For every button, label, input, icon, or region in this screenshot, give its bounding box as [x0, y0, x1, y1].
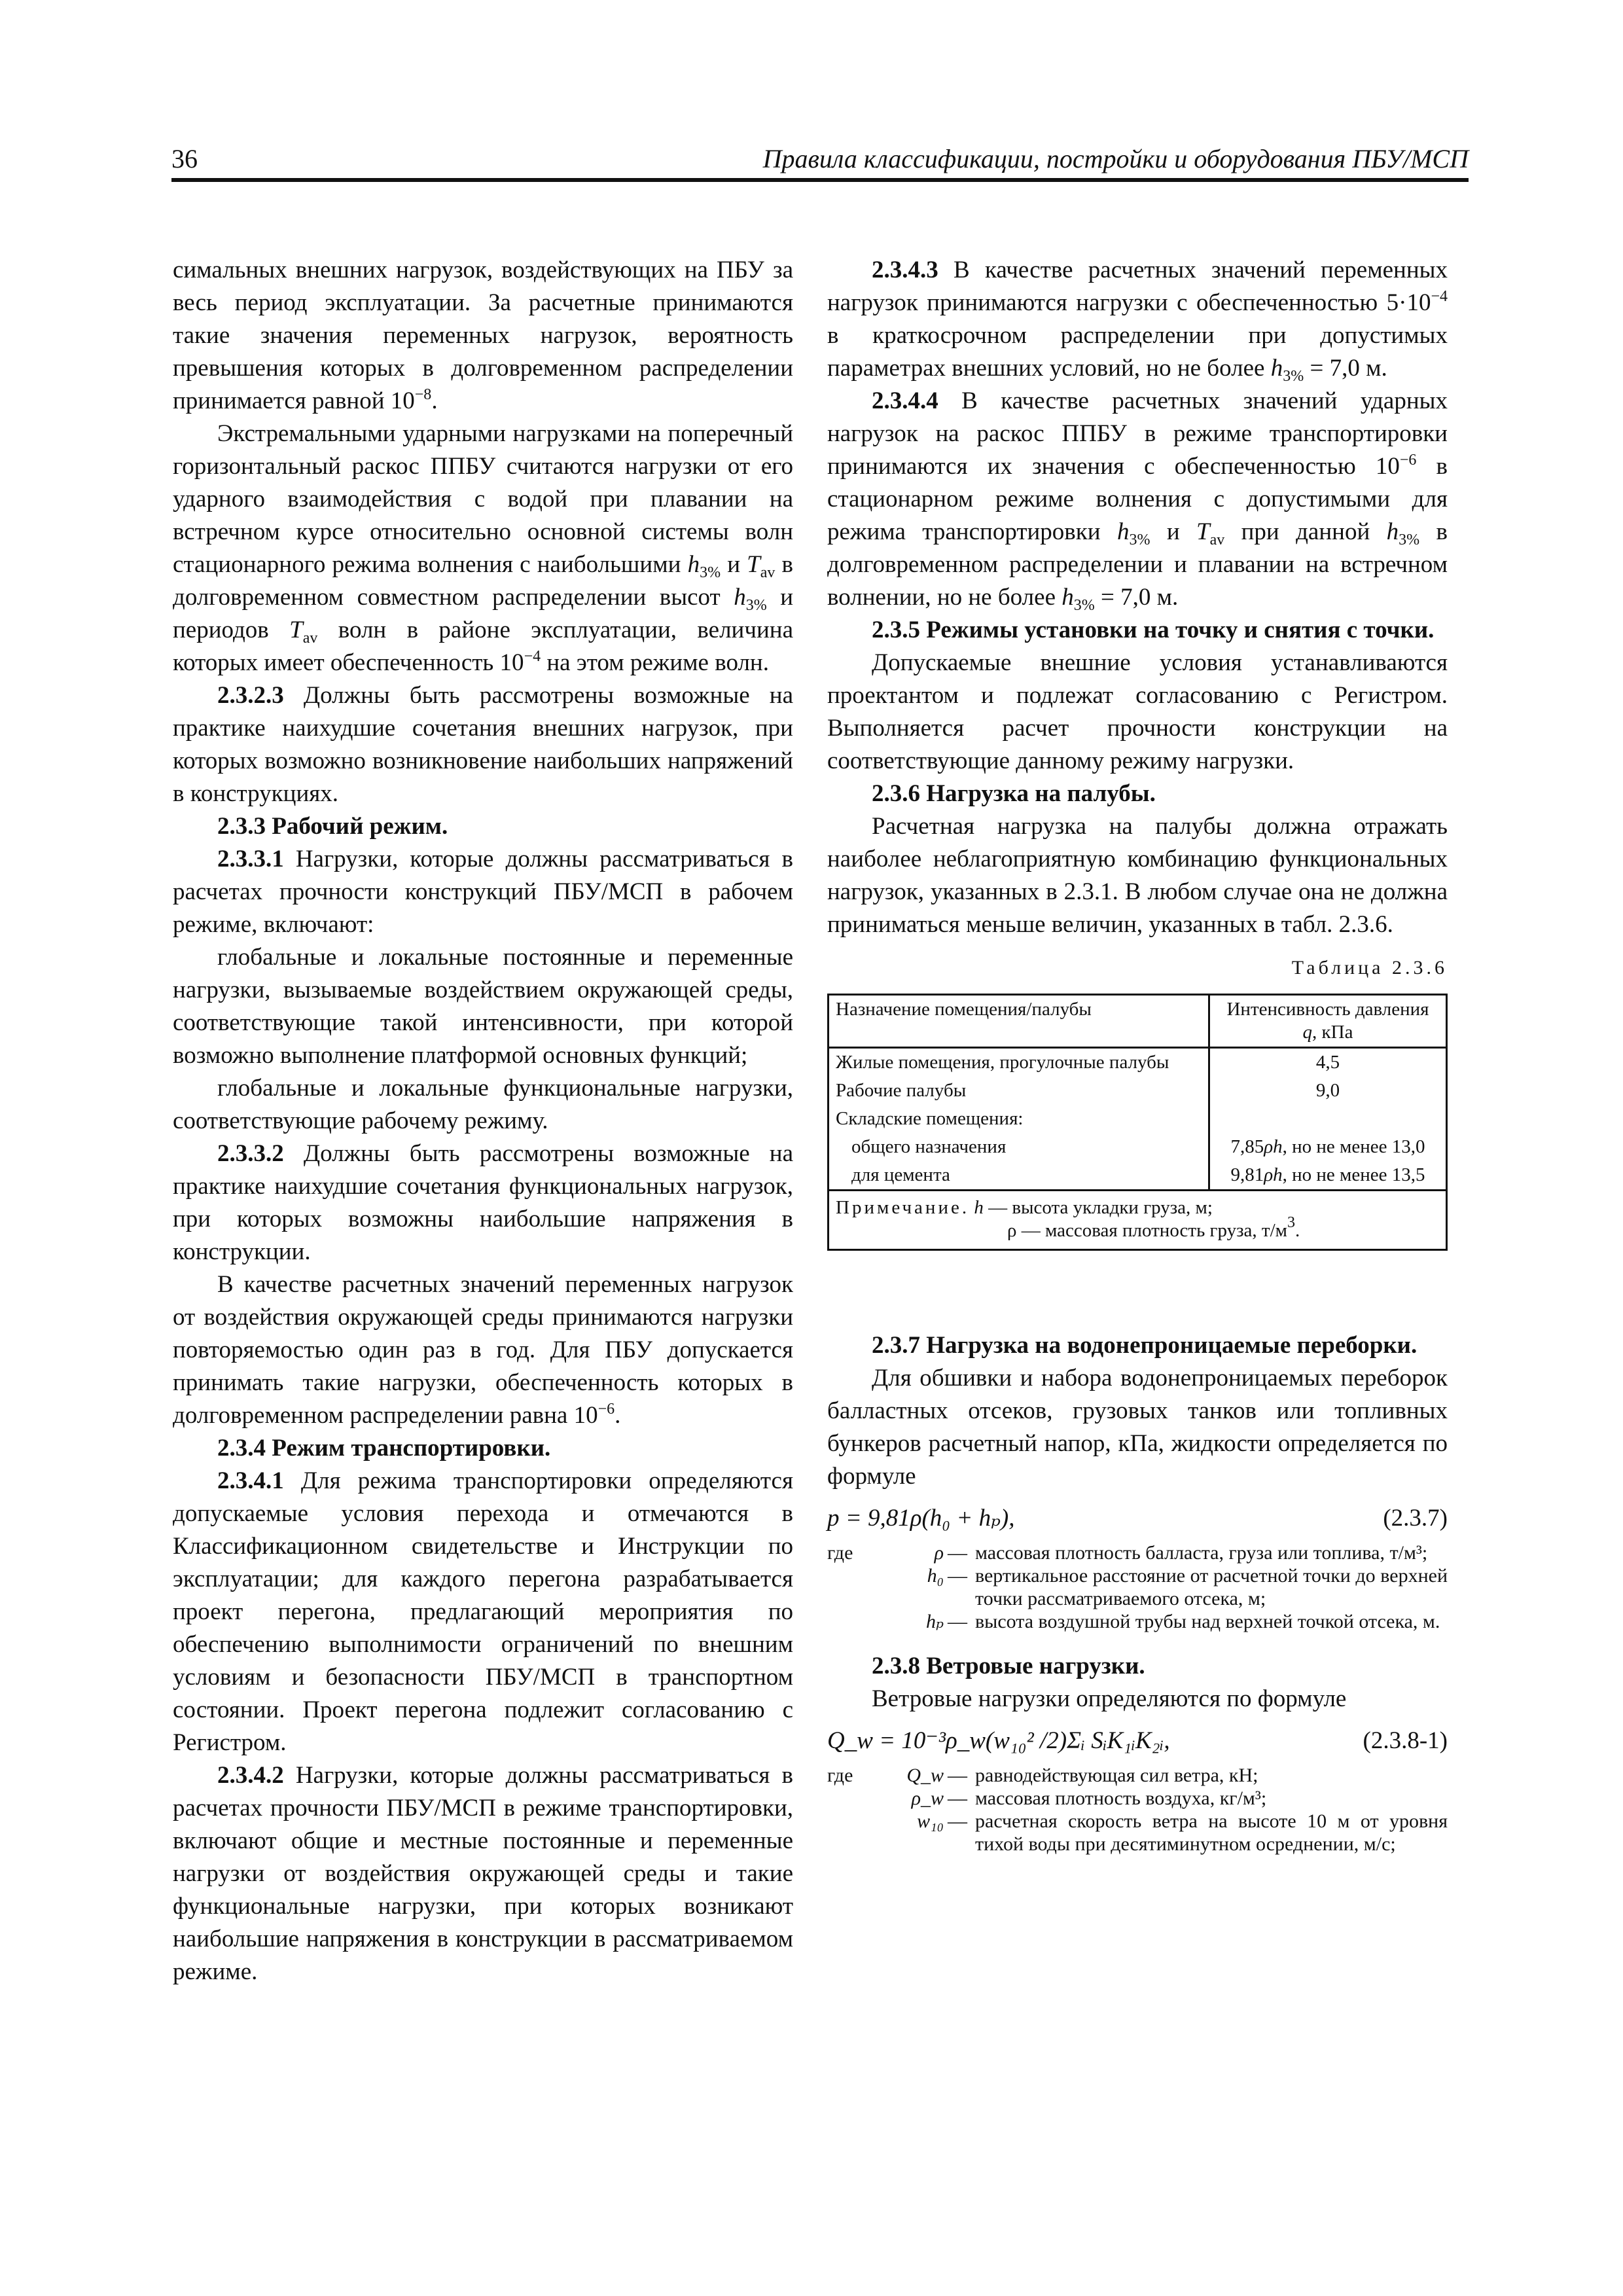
paragraph: 2.3.3.1 Нагрузки, которые должны рассматриваться в расчетах прочности конструкций ПБУ/МСП в рабочем режиме, включают: [173, 846, 793, 938]
section-heading: 2.3.8 Ветровые нагрузки. [872, 1653, 1145, 1679]
section-heading: 2.3.3 Рабочий режим. [217, 813, 448, 840]
paragraph: глобальные и локальные функциональные нагрузки, соответствующие рабочему режиму. [173, 1075, 793, 1134]
table-row: для цемента 9,81ρh, но не менее 13,5 [829, 1161, 1447, 1191]
table-caption: Таблица 2.3.6 [1291, 957, 1448, 978]
table-row: Жилые помещения, прогулочные палубы 4,5 [829, 1048, 1447, 1077]
table-row: общего назначения 7,85ρh, но не менее 13,0 [829, 1133, 1447, 1161]
paragraph: симальных внешних нагрузок, воздействующих на ПБУ за весь период эксплуатации. За расчетные принимаются такие значения переменных нагрузок, вероятность превышения которых в долговременном распределении принимается равной $10^{-8}$. [173, 257, 793, 414]
formula-legend: где Q_w — равнодействующая сил ветра, кН; ρ_w — массовая плотность воздуха, кг/м³; w₁₀ — расчетная скорость ветра на высоте 10 м от уровня тихой воды при десятиминутном осреднении, м/с; [827, 1765, 1448, 1855]
page-number: 36 [171, 144, 198, 173]
formula-2-3-7: p = 9,81ρ(h₀ + hₚ), (2.3.7) [827, 1502, 1448, 1535]
running-title: Правила классификации, постройки и оборудования ПБУ/МСП [762, 144, 1469, 173]
paragraph: Ветровые нагрузки определяются по формуле [872, 1685, 1347, 1712]
table-header-cell: Назначение помещения/палубы [829, 995, 1209, 1048]
paragraph: Для обшивки и набора водонепроницаемых переборок балластных отсеков, грузовых танков или топливных бункеров расчетный напор, кПа, жидкости определяется по формуле [827, 1365, 1448, 1490]
paragraph: Допускаемые внешние условия устанавливаются проектантом и подлежат согласованию с Регистром. Выполняется расчет прочности конструкции на соответствующие данному режиму нагрузки. [827, 649, 1448, 774]
paragraph: глобальные и локальные постоянные и переменные нагрузки, вызываемые воздействием окружающей среды, соответствующие такой интенсивности, при которой возможно выполнение платформой основных функций; [173, 944, 793, 1069]
equation-number: (2.3.7) [1383, 1505, 1448, 1532]
table-row: Рабочие палубы 9,0 [829, 1077, 1447, 1105]
equation-number: (2.3.8-1) [1363, 1727, 1448, 1754]
section-heading: 2.3.7 Нагрузка на водонепроницаемые переборки. [872, 1332, 1418, 1359]
paragraph: Расчетная нагрузка на палубы должна отражать наиболее неблагоприятную комбинацию функциональных нагрузок, указанных в 2.3.1. В любом случае она не должна приниматься меньше величин, указанных в табл. 2.3.6. [827, 813, 1448, 938]
paragraph: Экстремальными ударными нагрузками на поперечный горизонтальный раскос ППБУ считаются нагрузки от его ударного взаимодействия с водой при плавании на встречном курсе относительно основной системы волн стационарного режима волнения с наибольшими $h_{3\%}$ и $T_{av}$ в долговременном совместном распределении высот $h_{3\%}$ и периодов $T_{av}$ волн в районе эксплуатации, величина которых имеет обеспеченность $10^{-4}$ на этом режиме волн. [173, 420, 793, 676]
right-column [827, 254, 1448, 1873]
paragraph: 2.3.4.2 Нагрузки, которые должны рассматриваться в расчетах прочности ПБУ/МСП в режиме транспортировки, включают общие и местные постоянные и переменные нагрузки от воздействия окружающей среды и такие функциональные нагрузки, при которых возникают наибольшие напряжения в конструкции в рассматриваемом режиме. [173, 1762, 793, 1985]
section-heading: 2.3.5 Режимы установки на точку и снятия с точки. [872, 617, 1435, 643]
table-row: Складские помещения: [829, 1105, 1447, 1133]
paragraph: 2.3.4.3 В качестве расчетных значений переменных нагрузок принимаются нагрузки с обеспеченностью $5\cdot 10^{-4}$ в краткосрочном распределении при допустимых параметрах внешних условий, но не более $h_{3\%} = 7,0$ м. [827, 257, 1448, 385]
formula-2-3-8-1: Q_w = 10⁻³ρ_w(w₁₀² /2)Σᵢ SᵢK₁ᵢK₂ᵢ, (2.3.8-1) [827, 1725, 1448, 1757]
section-heading: 2.3.6 Нагрузка на палубы. [872, 780, 1156, 807]
table-note-row: Примечание. h — высота укладки груза, м; ρ — массовая плотность груза, $т/м^3$. [829, 1191, 1447, 1250]
pressure-table [827, 994, 1448, 1251]
paragraph: 2.3.4.1 Для режима транспортировки определяются допускаемые условия перехода и отмечаются в Классификационном свидетельстве и Инструкции по эксплуатации; для каждого перегона разрабатывается проект перегона, предлагающий мероприятия по обеспечению выполнимости ограничений по внешним условиям и безопасности ПБУ/МСП в транспортном состоянии. Проект перегона подлежит согласованию с Регистром. [173, 1467, 793, 1756]
formula-legend: где ρ — массовая плотность балласта, груза или топлива, т/м³; h₀ — вертикальное расстояние от расчетной точки до верхней точки рассматриваемого отсека, м; hₚ — высота воздушной трубы над верхней точкой отсека, м. [827, 1542, 1448, 1632]
paragraph: 2.3.4.4 В качестве расчетных значений ударных нагрузок на раскос ППБУ в режиме транспортировки принимаются их значения с обеспеченностью $10^{-6}$ в стационарном режиме волнения с допустимыми для режима транспортировки $h_{3\%}$ и $T_{av}$ при данной $h_{3\%}$ в долговременном распределении и плавании на встречном волнении, но не более $h_{3\%} = 7,0$ м. [827, 387, 1448, 614]
paragraph: 2.3.2.3 Должны быть рассмотрены возможные на практике наихудшие сочетания внешних нагрузок, при которых возможно возникновение наибольших напряжений в конструкциях. [173, 682, 793, 807]
left-column [173, 254, 793, 1988]
paragraph: 2.3.3.2 Должны быть рассмотрены возможные на практике наихудшие сочетания функциональных нагрузок, при которых возможны наибольшие напряжения в конструкции. [173, 1140, 793, 1265]
table-header-cell: Интенсивность давления q, кПа [1209, 995, 1447, 1048]
table-header-row [829, 995, 1447, 1048]
paragraph: В качестве расчетных значений переменных нагрузок от воздействия окружающей среды принимаются нагрузки повторяемостью один раз в год. Для ПБУ допускается принимать такие нагрузки, обеспеченность которых в долговременном распределении равна $10^{-6}$. [173, 1271, 793, 1429]
page-header [171, 143, 1469, 182]
section-heading: 2.3.4 Режим транспортировки. [217, 1435, 551, 1462]
